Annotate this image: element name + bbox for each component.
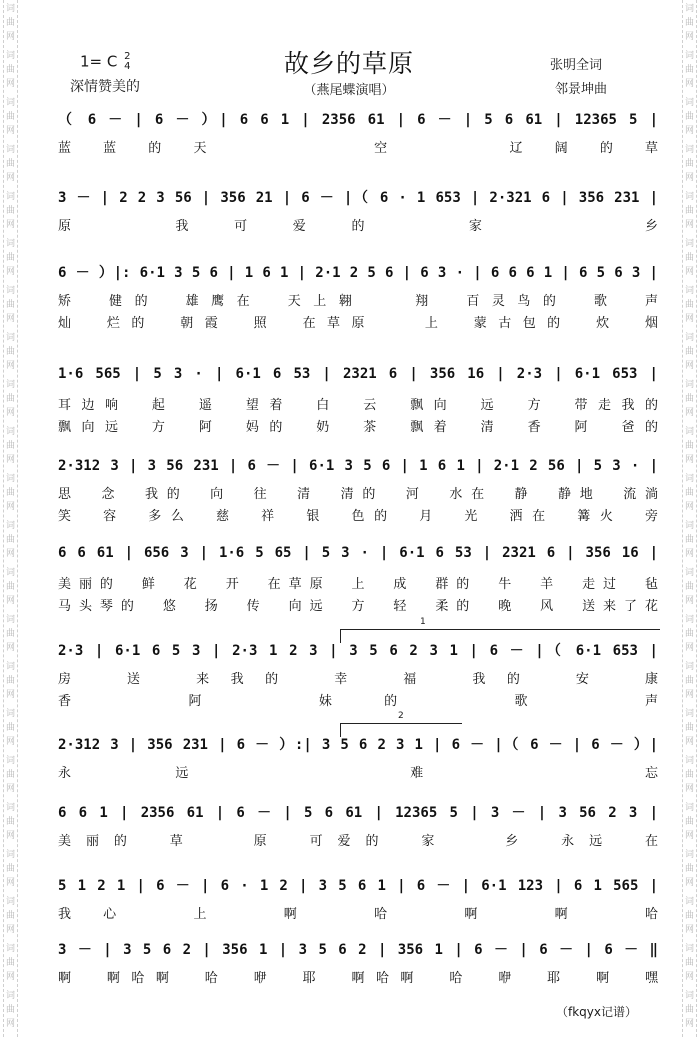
watermark-char: 词 (5, 51, 15, 61)
watermark-char: 曲 (5, 159, 15, 169)
lyric-line: 思 念 我的 向 往 清 清的 河 水在 静 静地 流淌 (58, 487, 658, 502)
watermark-char: 网 (5, 314, 15, 324)
watermark-char: 曲 (684, 253, 694, 263)
watermark-char: 曲 (684, 535, 694, 545)
watermark-char: 词 (5, 145, 15, 155)
right-watermark-strip (682, 0, 697, 1037)
watermark-char: 曲 (684, 65, 694, 75)
notation-line: 2·3 | 6·1 6 5 3 | 2·3 1 2 3 | 3 5 6 2 3 1 | 6 － |（ 6·1 653 | (58, 643, 658, 659)
lyric-line: 笑 容 多么 慈 祥 银 色的 月 光 洒在 篝火 旁 (58, 509, 658, 524)
watermark-char: 网 (684, 361, 694, 371)
watermark-char: 网 (5, 267, 15, 277)
watermark-char: 词 (684, 4, 694, 14)
watermark-char: 词 (684, 756, 694, 766)
lyric-line: 香 阿 妹的 歌 声 (58, 694, 658, 709)
watermark-char: 曲 (5, 864, 15, 874)
watermark-char: 网 (684, 643, 694, 653)
lyric-line: 飘向远 方 阿 妈的 奶 茶 飘着 清 香 阿 爸的 (58, 420, 658, 435)
watermark-char: 词 (5, 239, 15, 249)
watermark-char: 词 (684, 944, 694, 954)
watermark-char: 曲 (684, 394, 694, 404)
watermark-char: 词 (5, 991, 15, 1001)
watermark-char: 曲 (5, 253, 15, 263)
watermark-char: 曲 (684, 159, 694, 169)
watermark-char: 词 (5, 98, 15, 108)
watermark-char: 曲 (684, 770, 694, 780)
watermark-char: 曲 (684, 911, 694, 921)
watermark-char: 网 (5, 502, 15, 512)
watermark-char: 网 (5, 408, 15, 418)
watermark-char: 曲 (684, 488, 694, 498)
lyric-line: 原 我可爱的 家 乡 (58, 219, 658, 234)
watermark-char: 曲 (684, 582, 694, 592)
watermark-char: 网 (5, 126, 15, 136)
watermark-char: 词 (684, 568, 694, 578)
watermark-char: 曲 (5, 347, 15, 357)
watermark-char: 网 (684, 267, 694, 277)
watermark-char: 网 (5, 596, 15, 606)
watermark-char: 词 (684, 380, 694, 390)
watermark-char: 网 (5, 737, 15, 747)
watermark-char: 网 (5, 784, 15, 794)
watermark-char: 词 (5, 944, 15, 954)
watermark-char: 词 (684, 897, 694, 907)
lyric-line: 永远 难 忘 (58, 766, 658, 781)
watermark-char: 网 (5, 831, 15, 841)
singer-credit: （燕尾蝶演唱） (303, 83, 395, 98)
watermark-char: 网 (5, 690, 15, 700)
watermark-char: 词 (5, 192, 15, 202)
watermark-char: 网 (5, 173, 15, 183)
watermark-char: 词 (5, 286, 15, 296)
time-signature (124, 52, 130, 72)
watermark-char: 词 (5, 709, 15, 719)
watermark-char: 词 (5, 380, 15, 390)
watermark-char: 曲 (5, 629, 15, 639)
notation-line: 5 1 2 1 | 6 － | 6 · 1 2 | 3 5 6 1 | 6 － | 6·1 123 | 6 1 565 | (58, 878, 658, 894)
watermark-char: 曲 (5, 723, 15, 733)
watermark-char: 网 (684, 1019, 694, 1029)
lyric-line: 马头琴的 悠 扬 传 向远 方 轻 柔的 晚 风 送来了花 (58, 599, 658, 614)
watermark-char: 网 (684, 596, 694, 606)
watermark-char: 网 (684, 173, 694, 183)
watermark-char: 词 (5, 333, 15, 343)
notation-line: 2·312 3 | 356 231 | 6 － ）:| 3 5 6 2 3 1 | 6 － |（ 6 － | 6 － ）| (58, 737, 658, 753)
watermark-char: 曲 (5, 911, 15, 921)
watermark-char: 词 (684, 427, 694, 437)
watermark-char: 网 (5, 32, 15, 42)
watermark-char: 网 (5, 1019, 15, 1029)
lyric-line: 房 送 来我的 幸 福 我的 安 康 (58, 672, 658, 687)
watermark-char: 曲 (684, 958, 694, 968)
watermark-char: 词 (684, 51, 694, 61)
key-signature (80, 52, 131, 72)
watermark-char: 曲 (5, 65, 15, 75)
watermark-char: 网 (684, 784, 694, 794)
watermark-char: 曲 (5, 582, 15, 592)
watermark-char: 网 (5, 79, 15, 89)
watermark-char: 词 (5, 662, 15, 672)
watermark-char: 网 (5, 361, 15, 371)
watermark-char: 词 (5, 756, 15, 766)
lyric-line: 耳边响 起 遥 望着 白 云 飘向 远 方 带走我的 (58, 398, 658, 413)
watermark-char: 网 (684, 972, 694, 982)
notation-line: 6 6 61 | 656 3 | 1·6 5 65 | 5 3 · | 6·1 6 53 | 2321 6 | 356 16 | (58, 545, 658, 561)
watermark-char: 词 (5, 521, 15, 531)
watermark-char: 词 (684, 98, 694, 108)
watermark-char: 网 (684, 549, 694, 559)
watermark-char: 词 (684, 850, 694, 860)
watermark-char: 网 (5, 549, 15, 559)
volta-number: 2 (398, 711, 404, 721)
watermark-char: 词 (5, 615, 15, 625)
notation-line: 6 6 1 | 2356 61 | 6 － | 5 6 61 | 12365 5 | 3 － | 3 56 2 3 | (58, 805, 658, 821)
watermark-char: 曲 (5, 441, 15, 451)
watermark-char: 曲 (684, 817, 694, 827)
watermark-char: 曲 (684, 300, 694, 310)
song-title: 故乡的草原 (283, 49, 414, 78)
lyricist-credit: 张明全词 (550, 58, 603, 73)
watermark-char: 词 (5, 568, 15, 578)
time-signature-top: 2 (124, 51, 131, 62)
watermark-char: 曲 (684, 112, 694, 122)
watermark-char: 词 (684, 709, 694, 719)
watermark-char: 曲 (5, 817, 15, 827)
watermark-char: 词 (684, 474, 694, 484)
lyric-line: 啊 啊哈啊 哈 咿 耶 啊哈啊 哈 咿 耶 啊 嘿 (58, 971, 658, 986)
notation-line: 2·312 3 | 3 56 231 | 6 － | 6·1 3 5 6 | 1 6 1 | 2·1 2 56 | 5 3 · | (58, 458, 658, 474)
watermark-char: 网 (684, 32, 694, 42)
notation-line: 6 － ）|: 6·1 3 5 6 | 1 6 1 | 2·1 2 5 6 | 6 3 · | 6 6 6 1 | 6 5 6 3 | (58, 265, 658, 281)
watermark-char: 曲 (684, 629, 694, 639)
watermark-char: 词 (684, 991, 694, 1001)
watermark-char: 网 (684, 314, 694, 324)
watermark-char: 网 (684, 831, 694, 841)
watermark-char: 曲 (684, 1005, 694, 1015)
watermark-char: 曲 (5, 770, 15, 780)
watermark-char: 词 (5, 897, 15, 907)
watermark-char: 曲 (5, 300, 15, 310)
watermark-char: 词 (5, 474, 15, 484)
watermark-char: 网 (684, 79, 694, 89)
watermark-char: 网 (684, 878, 694, 888)
volta-bracket (340, 723, 462, 724)
watermark-char: 网 (684, 408, 694, 418)
time-signature-bottom: 4 (124, 61, 131, 72)
watermark-char: 网 (684, 925, 694, 935)
lyric-line: 灿 烂的 朝霞 照 在草原 上 蒙古包的 炊 烟 (58, 316, 658, 331)
transcriber-credit: （fkqyx记谱） (556, 1005, 637, 1019)
lyric-line: 矫 健的 雄鹰在 天上翱 翔 百灵鸟的 歌 声 (58, 294, 658, 309)
watermark-char: 曲 (684, 441, 694, 451)
watermark-char: 网 (684, 126, 694, 136)
watermark-char: 曲 (5, 1005, 15, 1015)
watermark-char: 网 (684, 502, 694, 512)
watermark-char: 词 (684, 192, 694, 202)
watermark-char: 词 (684, 803, 694, 813)
watermark-char: 曲 (5, 394, 15, 404)
lyric-line: 蓝蓝的天 空 辽阔的草 (58, 141, 658, 156)
watermark-char: 网 (684, 690, 694, 700)
watermark-char: 词 (684, 615, 694, 625)
watermark-char: 曲 (5, 18, 15, 28)
watermark-char: 网 (684, 220, 694, 230)
watermark-char: 词 (684, 521, 694, 531)
watermark-char: 曲 (5, 535, 15, 545)
notation-line: 3 － | 2 2 3 56 | 356 21 | 6 － |（ 6 · 1 653 | 2·321 6 | 356 231 | (58, 190, 658, 206)
watermark-char: 曲 (684, 723, 694, 733)
notation-line: （ 6 － | 6 － ）| 6 6 1 | 2356 61 | 6 － | 5 6 61 | 12365 5 | (58, 112, 658, 128)
watermark-char: 曲 (684, 864, 694, 874)
watermark-char: 词 (684, 145, 694, 155)
watermark-char: 网 (5, 220, 15, 230)
volta-bracket (340, 629, 660, 630)
watermark-char: 网 (5, 455, 15, 465)
watermark-char: 词 (684, 662, 694, 672)
composer-credit: 邻景坤曲 (555, 82, 608, 97)
watermark-char: 网 (5, 643, 15, 653)
notation-line: 3 － | 3 5 6 2 | 356 1 | 3 5 6 2 | 356 1 | 6 － | 6 － | 6 － ‖ (58, 942, 658, 958)
watermark-char: 曲 (684, 206, 694, 216)
lyric-line: 美丽的 鲜 花 开 在草原 上 成 群的 牛 羊 走过 毡 (58, 577, 658, 592)
watermark-char: 网 (5, 925, 15, 935)
watermark-char: 词 (5, 4, 15, 14)
volta-number: 1 (420, 617, 426, 627)
watermark-char: 曲 (684, 347, 694, 357)
watermark-char: 词 (5, 803, 15, 813)
watermark-char: 曲 (5, 488, 15, 498)
watermark-char: 网 (684, 455, 694, 465)
left-watermark-strip (3, 0, 18, 1037)
watermark-char: 词 (684, 286, 694, 296)
watermark-char: 网 (684, 737, 694, 747)
lyric-line: 我心 上 啊 哈 啊 啊 哈 (58, 907, 658, 922)
watermark-char: 词 (5, 427, 15, 437)
watermark-char: 网 (5, 972, 15, 982)
watermark-char: 词 (5, 850, 15, 860)
watermark-char: 曲 (5, 112, 15, 122)
notation-line: 1·6 565 | 5 3 · | 6·1 6 53 | 2321 6 | 356 16 | 2·3 | 6·1 653 | (58, 366, 658, 382)
watermark-char: 曲 (5, 676, 15, 686)
watermark-char: 词 (684, 333, 694, 343)
key-label: 1= C (80, 52, 118, 71)
watermark-char: 曲 (5, 958, 15, 968)
watermark-char: 词 (684, 239, 694, 249)
watermark-char: 曲 (684, 18, 694, 28)
watermark-char: 曲 (5, 206, 15, 216)
tempo-mood-marking: 深情赞美的 (70, 79, 140, 95)
watermark-char: 网 (5, 878, 15, 888)
lyric-line: 美丽的 草 原 可爱的 家 乡 永远 在 (58, 834, 658, 849)
watermark-char: 曲 (684, 676, 694, 686)
